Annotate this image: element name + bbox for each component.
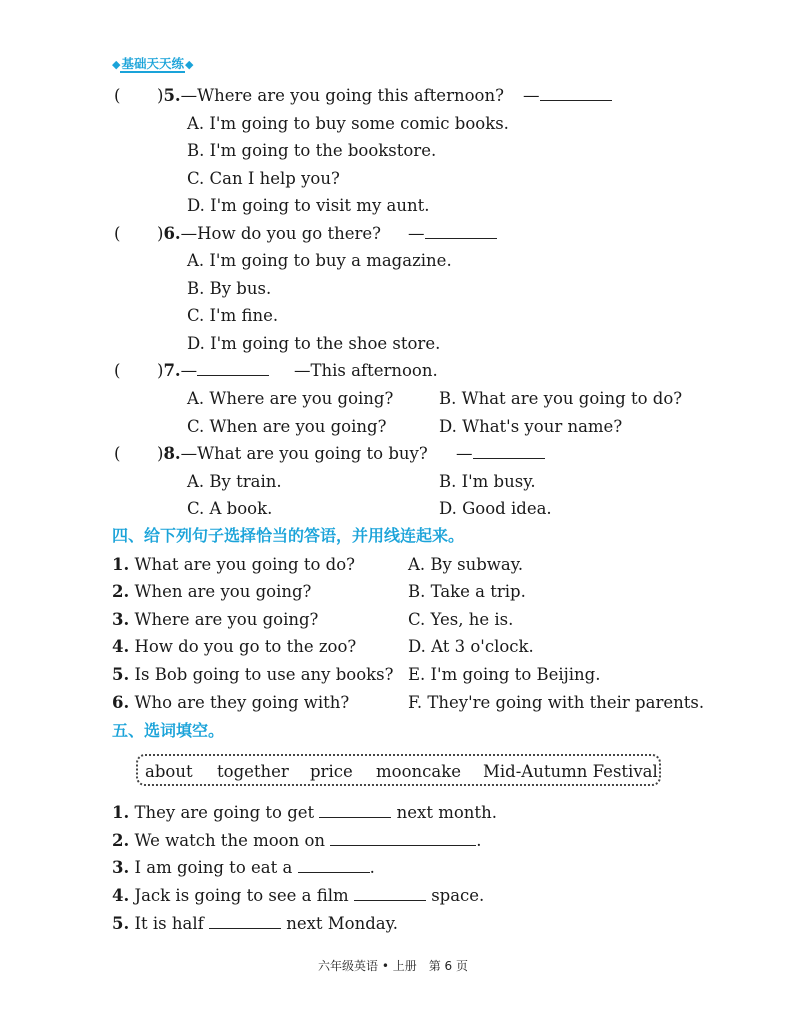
- fill-sentence: 5. It is half next Monday.: [112, 914, 399, 933]
- match-question: 1. What are you going to do?: [112, 555, 356, 574]
- match-answer: A. By subway.: [408, 555, 524, 574]
- section-badge: [112, 56, 193, 73]
- option-b: B. What are you going to do?: [439, 389, 683, 408]
- fill-sentence: 3. I am going to eat a .: [112, 858, 375, 877]
- option-c: C. I'm fine.: [187, 306, 279, 325]
- answer-blank[interactable]: [209, 914, 281, 929]
- match-question: 6. Who are they going with?: [112, 693, 350, 712]
- word-bank: [136, 754, 661, 786]
- diamond-icon: ◆: [184, 58, 194, 71]
- option-c: C. A book.: [187, 499, 273, 518]
- word-bank-item: together: [217, 762, 289, 781]
- answer-blank[interactable]: [197, 361, 269, 376]
- match-answer: C. Yes, he is.: [408, 610, 514, 629]
- answer-blank[interactable]: [330, 831, 476, 846]
- match-question: 4. How do you go to the zoo?: [112, 637, 357, 656]
- match-answer: F. They're going with their parents.: [408, 693, 705, 712]
- section-5-title: 五、选词填空。: [112, 721, 225, 740]
- fill-sentence: 2. We watch the moon on .: [112, 831, 482, 850]
- question-text: —What are you going to buy?: [180, 444, 428, 463]
- question-text: —Where are you going this afternoon?: [180, 86, 504, 105]
- word-bank-item: price: [310, 762, 353, 781]
- question-7-stem: )7.—: [157, 361, 269, 381]
- match-question: 5. Is Bob going to use any books?: [112, 665, 394, 684]
- page-footer: 六年级英语 • 上册 第 6 页: [318, 959, 468, 973]
- option-d: D. Good idea.: [439, 499, 552, 518]
- word-bank-item: mooncake: [376, 762, 461, 781]
- answer-paren-open: (: [114, 224, 121, 243]
- match-answer: D. At 3 o'clock.: [408, 637, 534, 656]
- badge-label: 基础天天练: [121, 56, 184, 71]
- answer-paren-open: (: [114, 86, 121, 105]
- match-answer: E. I'm going to Beijing.: [408, 665, 601, 684]
- diamond-icon: ◆: [112, 58, 121, 71]
- answer-blank[interactable]: —: [456, 444, 545, 464]
- question-number: 7.: [163, 361, 181, 380]
- match-question: 3. Where are you going?: [112, 610, 319, 629]
- answer-blank[interactable]: [354, 886, 426, 901]
- option-a: A. I'm going to buy a magazine.: [187, 251, 452, 270]
- match-answer: B. Take a trip.: [408, 582, 526, 601]
- option-d: D. What's your name?: [439, 417, 623, 436]
- answer-paren-open: (: [114, 444, 121, 463]
- option-b: B. I'm going to the bookstore.: [187, 141, 437, 160]
- answer-blank[interactable]: —: [408, 224, 497, 244]
- question-number: 6.: [163, 224, 181, 243]
- option-a: A. I'm going to buy some comic books.: [187, 114, 509, 133]
- question-5-stem: )5.—Where are you going this afternoon?: [157, 86, 504, 105]
- section-4-title: 四、给下列句子选择恰当的答语，并用线连起来。: [112, 526, 465, 545]
- question-6-stem: )6.—How do you go there?: [157, 224, 381, 243]
- option-d: D. I'm going to visit my aunt.: [187, 196, 430, 215]
- question-text: —How do you go there?: [180, 224, 381, 243]
- answer-paren-open: (: [114, 361, 121, 380]
- answer-blank[interactable]: —: [523, 86, 612, 106]
- option-d: D. I'm going to the shoe store.: [187, 334, 441, 353]
- option-b: B. I'm busy.: [439, 472, 536, 491]
- option-c: C. When are you going?: [187, 417, 387, 436]
- question-8-stem: )8.—What are you going to buy?: [157, 444, 428, 463]
- word-bank-item: about: [145, 762, 193, 781]
- answer-blank[interactable]: [298, 858, 370, 873]
- match-question: 2. When are you going?: [112, 582, 312, 601]
- question-number: 5.: [163, 86, 181, 105]
- option-a: A. By train.: [187, 472, 282, 491]
- option-b: B. By bus.: [187, 279, 272, 298]
- answer-blank[interactable]: [319, 803, 391, 818]
- question-7-answer: —This afternoon.: [294, 361, 438, 380]
- fill-sentence: 4. Jack is going to see a film space.: [112, 886, 485, 905]
- word-bank-item: Mid-Autumn Festival: [483, 762, 658, 781]
- question-5-row: [114, 86, 120, 106]
- option-a: A. Where are you going?: [187, 389, 394, 408]
- option-c: C. Can I help you?: [187, 169, 340, 188]
- fill-sentence: 1. They are going to get next month.: [112, 803, 497, 822]
- question-number: 8.: [163, 444, 181, 463]
- question-text: —: [180, 361, 198, 380]
